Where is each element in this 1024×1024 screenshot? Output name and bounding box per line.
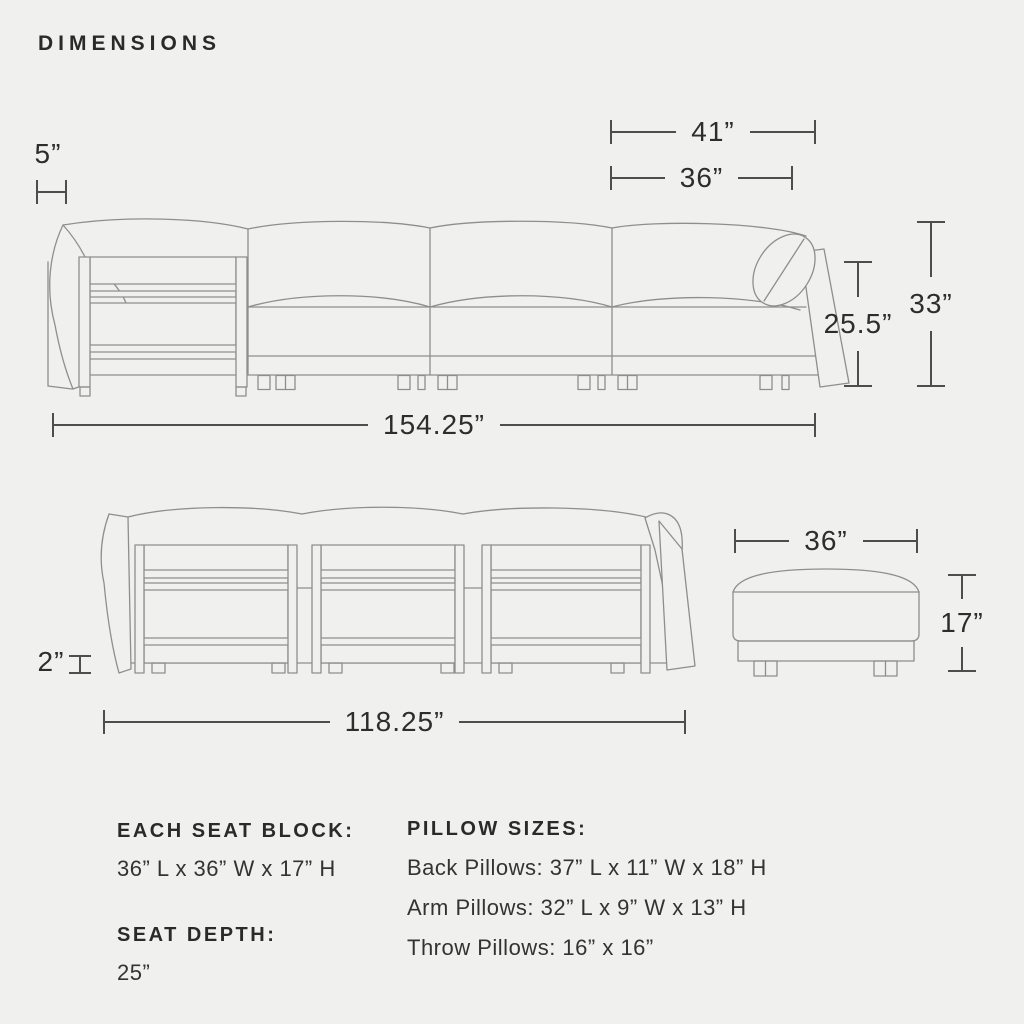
dim-ottoman-height (902, 574, 1022, 672)
dim-label: 36” (804, 525, 848, 556)
pillow-spec-back: Back Pillows: 37” L x 11” W x 18” H (407, 855, 767, 880)
dim-label: 25.5” (823, 308, 893, 339)
dim-label: 41” (691, 116, 735, 147)
seat-depth-heading: SEAT DEPTH: (117, 924, 277, 946)
dim-overall-width (52, 409, 816, 440)
dim-seat-width (610, 162, 793, 193)
dim-leg-height-bracket (69, 655, 91, 674)
page-title: DIMENSIONS (38, 32, 222, 55)
pillow-spec-arm: Arm Pillows: 32” L x 9” W x 13” H (407, 895, 747, 920)
ottoman-drawing (733, 569, 919, 676)
dim-back-overall-width (103, 706, 686, 737)
dim-overall-height (871, 221, 991, 387)
dim-corner-total-depth (610, 116, 816, 147)
pillow-specs-column (407, 818, 807, 975)
dim-label: 118.25” (344, 706, 445, 737)
sofa-front-view-drawing (48, 219, 849, 396)
dim-ottoman-width (734, 525, 918, 556)
dim-label: 33” (909, 288, 953, 319)
dim-label: 36” (679, 162, 724, 193)
seat-block-value: 36” L x 36” W x 17” H (117, 856, 336, 881)
dim-back-panel-width-bracket (36, 180, 67, 204)
pillow-sizes-heading: PILLOW SIZES: (407, 818, 588, 840)
seat-specs-column (117, 820, 397, 986)
seat-depth-value: 25” (117, 960, 151, 985)
pillow-spec-throw: Throw Pillows: 16” x 16” (407, 935, 654, 960)
dim-label: 17” (940, 607, 984, 638)
dim-leg-height-label: 2” (37, 646, 65, 677)
seat-block-heading: EACH SEAT BLOCK: (117, 820, 355, 842)
sofa-back-view-drawing (101, 507, 695, 673)
dim-back-panel-width-label: 5” (34, 138, 62, 169)
dim-label: 154.25” (383, 409, 485, 440)
